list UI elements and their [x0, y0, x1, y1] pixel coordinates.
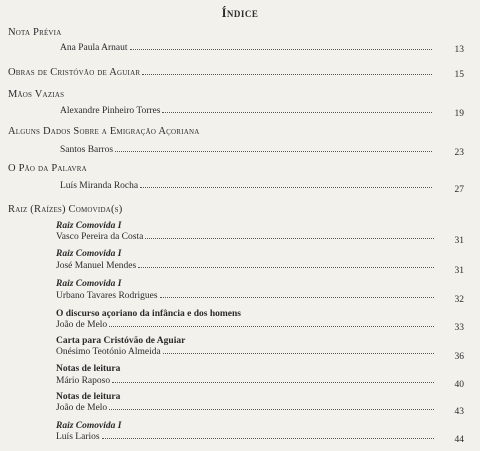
author-leader [56, 320, 434, 330]
page-number: 31 [454, 266, 464, 276]
page-number: 40 [454, 380, 464, 390]
author-leader [56, 232, 434, 242]
essay-title: Notas de leitura [56, 392, 121, 402]
page-number: 23 [454, 148, 464, 158]
author-name: Mário Raposo [56, 376, 111, 386]
author-name: Vasco Pereira da Costa [56, 232, 144, 242]
author-leader [60, 106, 432, 116]
essay-title: O discurso açoriano da infância e dos homens [56, 309, 242, 319]
author-leader [60, 181, 432, 191]
page-number: 15 [454, 70, 464, 80]
section-leader [8, 67, 432, 78]
page-number: 31 [454, 236, 464, 246]
page-number: 33 [454, 323, 464, 333]
author-name: José Manuel Mendes [56, 261, 137, 271]
author-name: João de Melo [56, 403, 108, 413]
author-name: Urbano Tavares Rodrigues [56, 291, 158, 301]
page-number: 19 [454, 109, 464, 119]
dot-leader [163, 353, 434, 354]
author-name: Luís Larios [56, 432, 100, 442]
dot-leader [162, 112, 432, 113]
author-leader [56, 347, 434, 357]
section-heading: Obras de Cristóvão de Aguiar [8, 67, 141, 78]
essay-title: Raiz Comovida I [56, 279, 122, 289]
essay-title: Raiz Comovida I [56, 421, 122, 431]
author-leader [60, 145, 432, 155]
section-heading: Mãos Vazias [8, 89, 65, 100]
author-name: João de Melo [56, 320, 108, 330]
author-name: Onésimo Teotónio Almeida [56, 347, 161, 357]
page-number: 44 [454, 435, 464, 445]
dot-leader [112, 382, 434, 383]
dot-leader [145, 238, 434, 239]
page-number: 32 [454, 295, 464, 305]
page-number: 13 [454, 45, 464, 55]
author-name: Ana Paula Arnaut [60, 43, 128, 53]
author-leader [60, 43, 432, 53]
author-name: Alexandre Pinheiro Torres [60, 106, 161, 116]
dot-leader [138, 267, 434, 268]
author-name: Luís Miranda Rocha [60, 181, 139, 191]
author-leader [56, 403, 434, 413]
section-heading: Raiz (Raízes) Comovida(s) [8, 204, 123, 215]
page-number: 43 [454, 407, 464, 417]
section-heading: Nota Prévia [8, 27, 62, 38]
dot-leader [109, 409, 434, 410]
author-name: Santos Barros [60, 145, 114, 155]
author-leader [56, 432, 434, 442]
page-title: Índice [221, 6, 259, 20]
author-leader [56, 261, 434, 271]
dot-leader [102, 438, 434, 439]
dot-leader [115, 151, 432, 152]
page-number: 27 [454, 185, 464, 195]
essay-title: Raiz Comovida I [56, 249, 122, 259]
essay-title: Carta para Cristóvão de Aguiar [56, 336, 186, 346]
section-heading: O Pão da Palavra [8, 163, 87, 174]
essay-title: Raiz Comovida I [56, 221, 122, 231]
dot-leader [160, 297, 434, 298]
author-leader [56, 291, 434, 301]
dot-leader [142, 74, 432, 75]
dot-leader [130, 49, 432, 50]
dot-leader [109, 326, 434, 327]
section-heading: Alguns Dados Sobre a Emigração Açoriana [8, 126, 200, 137]
page-number: 36 [454, 352, 464, 362]
essay-title: Notas de leitura [56, 364, 121, 374]
dot-leader [140, 187, 432, 188]
author-leader [56, 376, 434, 386]
